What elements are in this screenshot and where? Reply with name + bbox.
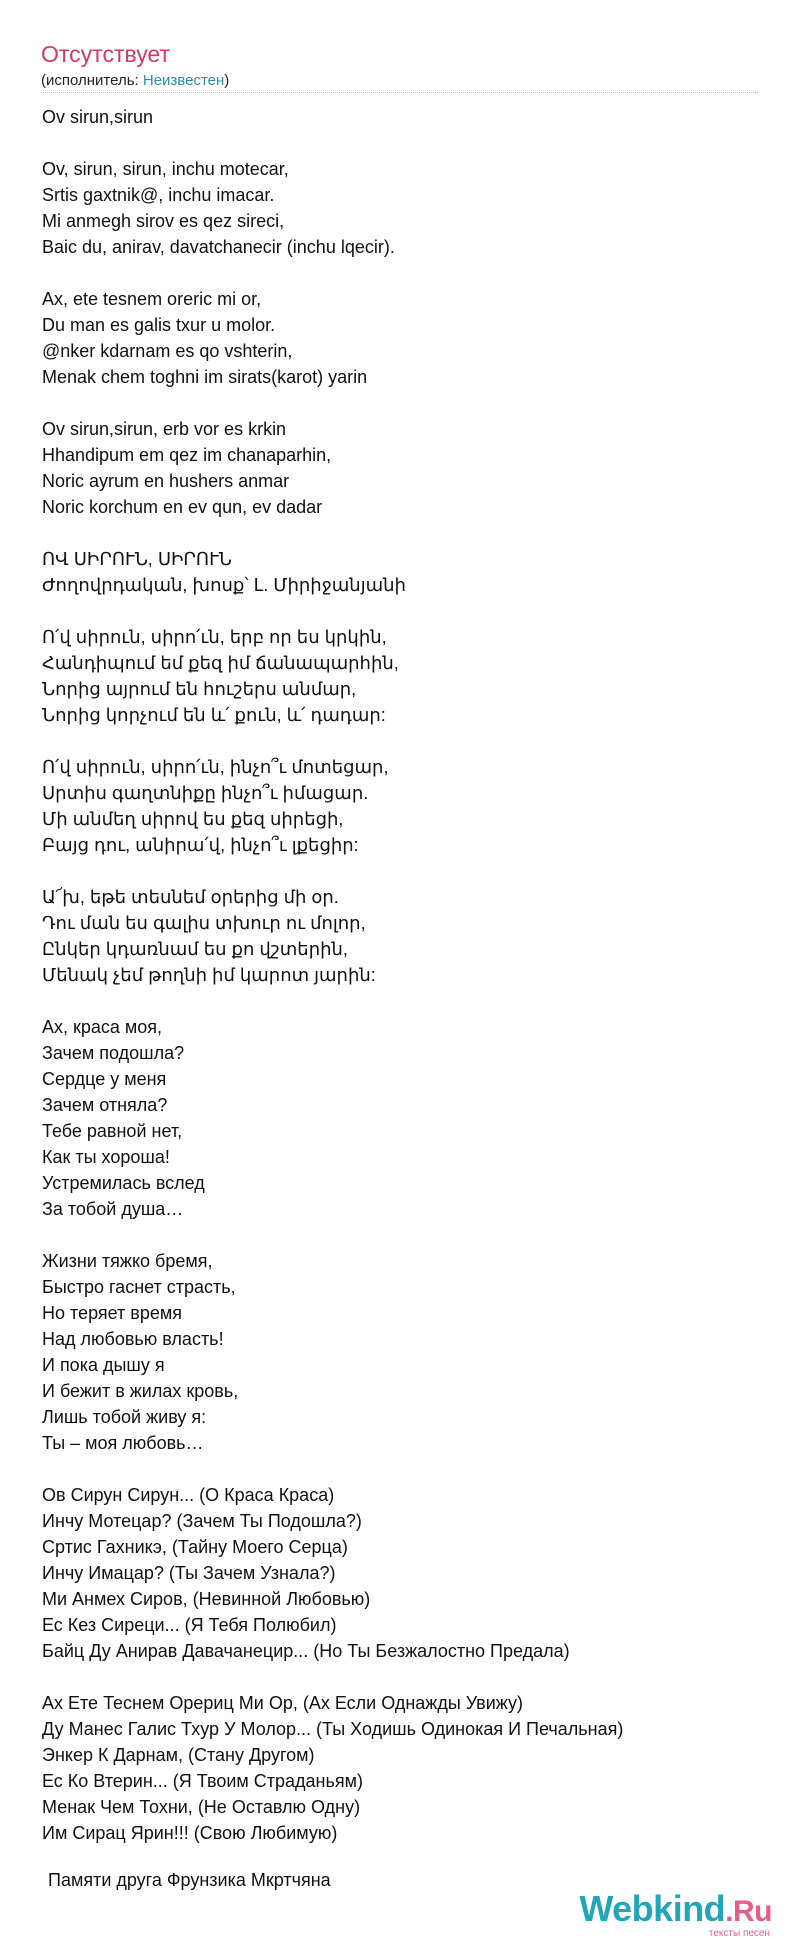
- lyric-line: Սրտիս գաղտնիքը ինչո՞ւ իմացար.: [42, 783, 369, 803]
- lyric-line: @nker kdarnam es qo vshterin,: [42, 341, 293, 361]
- stanza-gap: [42, 520, 762, 546]
- lyrics-stanza: [42, 1014, 762, 1222]
- logo-wordmark: [579, 1888, 772, 1930]
- lyrics-stanza: [42, 156, 762, 260]
- lyric-line: Инчу Имацар? (Ты Зачем Узнала?): [42, 1563, 336, 1583]
- lyric-line: Инчу Мотецар? (Зачем Ты Подошла?): [42, 1511, 362, 1531]
- song-title: Отсутствует: [41, 41, 170, 67]
- stanza-gap: [42, 390, 762, 416]
- lyric-line: Энкер К Дарнам, (Стану Другом): [42, 1745, 315, 1765]
- lyric-line: Жизни тяжко бремя,: [42, 1251, 213, 1271]
- lyric-line: Նորից կորչում են և՛ քուն, և՛ դադար:: [42, 705, 386, 725]
- lyric-line: Մենակ չեմ թողնի իմ կարոտ յարին:: [42, 965, 376, 985]
- lyric-line: Նորից այրում են հուշերս անմար,: [42, 679, 357, 699]
- stanza-gap: [42, 1664, 762, 1690]
- lyric-line: Ov sirun,sirun: [42, 107, 154, 127]
- site-logo[interactable]: [572, 1888, 772, 1938]
- lyric-line: Noric ayrum en hushers anmar: [42, 471, 290, 491]
- lyric-line: Менак Чем Тохни, (Не Оставлю Одну): [42, 1797, 361, 1817]
- lyric-line: Ո՛վ սիրուն, սիրո՛ւն, երբ որ ես կրկին,: [42, 627, 387, 647]
- lyric-line: Ax, ete tesnem oreric mi or,: [42, 289, 262, 309]
- lyric-line: Сердце у меня: [42, 1069, 167, 1089]
- lyrics-stanza: [42, 286, 762, 390]
- lyric-line: Du man es galis txur u molor.: [42, 315, 276, 335]
- lyric-line: Բայց դու, անիրա՛վ, ինչո՞ւ լքեցիր:: [42, 835, 359, 855]
- lyric-line: Им Сирац Ярин!!! (Свою Любимую): [42, 1823, 338, 1843]
- lyrics-stanza: [42, 416, 762, 520]
- stanza-gap: [42, 598, 762, 624]
- lyric-line: Ми Анмех Сиров, (Невинной Любовью): [42, 1589, 371, 1609]
- lyric-line: Ес Кез Сиреци... (Я Тебя Полюбил): [42, 1615, 337, 1635]
- lyric-line: Ты – моя любовь…: [42, 1433, 204, 1453]
- subtitle-prefix: (исполнитель:: [41, 72, 143, 89]
- lyric-line: Сртис Гахникэ, (Тайну Моего Серца): [42, 1537, 348, 1557]
- lyric-line: Ду Манес Галис Тхур У Молор... (Ты Ходишь Одинокая И Печальная): [42, 1719, 624, 1739]
- lyric-line: Ov, sirun, sirun, inchu motecar,: [42, 159, 289, 179]
- lyric-line: Noric korchum en ev qun, ev dadar: [42, 497, 323, 517]
- lyrics-stanza: [42, 1248, 762, 1456]
- logo-tagline: тексты песен: [708, 1928, 770, 1939]
- lyric-line: Ա՜խ, եթե տեսնեմ օրերից մի օր.: [42, 887, 339, 907]
- stanza-gap: [42, 728, 762, 754]
- lyric-line: Быстро гаснет страсть,: [42, 1277, 236, 1297]
- lyric-line: И бежит в жилах кровь,: [42, 1381, 239, 1401]
- lyric-line: Հանդիպում եմ քեզ իմ ճանապարհին,: [42, 653, 399, 673]
- lyric-line: Ov sirun,sirun, erb vor es krkin: [42, 419, 287, 439]
- lyrics-stanza: [42, 754, 762, 858]
- artist-link[interactable]: Неизвестен: [142, 72, 225, 89]
- lyric-line: Դու ման ես գալիս տխուր ու մոլոր,: [42, 913, 366, 933]
- song-subtitle: [41, 72, 229, 89]
- lyrics-stanza: [42, 1690, 762, 1846]
- lyrics-stanza: [42, 1482, 762, 1664]
- stanza-gap: [42, 260, 762, 286]
- lyrics-stanza: [42, 104, 762, 130]
- stanza-gap: [42, 1456, 762, 1482]
- stanza-gap: [42, 1222, 762, 1248]
- stanza-gap: [42, 130, 762, 156]
- lyric-line: Зачем подошла?: [42, 1043, 185, 1063]
- lyric-line: Как ты хороша!: [42, 1147, 170, 1167]
- stanza-gap: [42, 988, 762, 1014]
- lyric-line: ՈՎ ՍԻՐՈՒՆ, ՍԻՐՈՒՆ: [42, 549, 232, 569]
- lyric-line: Baic du, anirav, davatchanecir (inchu lqecir).: [42, 237, 395, 257]
- lyric-line: Тебе равной нет,: [42, 1121, 183, 1141]
- logo-name: Webkind: [579, 1888, 726, 1929]
- lyric-line: Над любовью власть!: [42, 1329, 224, 1349]
- lyric-line: Srtis gaxtnik@, inchu imacar.: [42, 185, 275, 205]
- lyric-line: Устремилась вслед: [42, 1173, 205, 1193]
- subtitle-suffix: ): [224, 72, 230, 89]
- logo-tld: .Ru: [725, 1895, 772, 1928]
- lyric-line: Ов Сирун Сирун... (О Краса Краса): [42, 1485, 335, 1505]
- lyric-line: Байц Ду Анирав Давачанецир... (Но Ты Безжалостно Предала): [42, 1641, 570, 1661]
- lyric-line: Մի անմեղ սիրով ես քեզ սիրեցի,: [42, 809, 344, 829]
- lyric-line: Ах, краса моя,: [42, 1017, 163, 1037]
- lyric-line: Ո՛վ սիրուն, սիրո՛ւն, ինչո՞ւ մոտեցար,: [42, 757, 389, 777]
- lyric-line: Mi anmegh sirov es qez sireci,: [42, 211, 285, 231]
- lyric-line: И пока дышу я: [42, 1355, 165, 1375]
- lyrics-stanza: [42, 546, 762, 598]
- dedication-text: Памяти друга Фрунзика Мкртчяна: [48, 1870, 331, 1890]
- lyric-line: За тобой душа…: [42, 1199, 184, 1219]
- stanza-gap: [42, 858, 762, 884]
- lyric-line: Ընկեր կդառնամ ես քո վշտերին,: [42, 939, 348, 959]
- lyric-line: Ах Ете Теснем Орериц Ми Ор, (Ах Если Однажды Увижу): [42, 1693, 524, 1713]
- lyrics-stanza: [42, 884, 762, 988]
- lyric-line: Ժողովրդական, խոսք՝ Լ. Միրիջանյանի: [42, 575, 406, 595]
- lyric-line: Ес Ко Втерин... (Я Твоим Страданьям): [42, 1771, 363, 1791]
- lyrics-body: [42, 104, 762, 1846]
- lyric-line: Но теряет время: [42, 1303, 182, 1323]
- lyric-line: Лишь тобой живу я:: [42, 1407, 207, 1427]
- lyric-line: Зачем отняла?: [42, 1095, 168, 1115]
- lyric-line: Hhandipum em qez im chanaparhin,: [42, 445, 332, 465]
- header-divider: [41, 92, 758, 93]
- lyrics-stanza: [42, 624, 762, 728]
- lyric-line: Menak chem toghni im sirats(karot) yarin: [42, 367, 368, 387]
